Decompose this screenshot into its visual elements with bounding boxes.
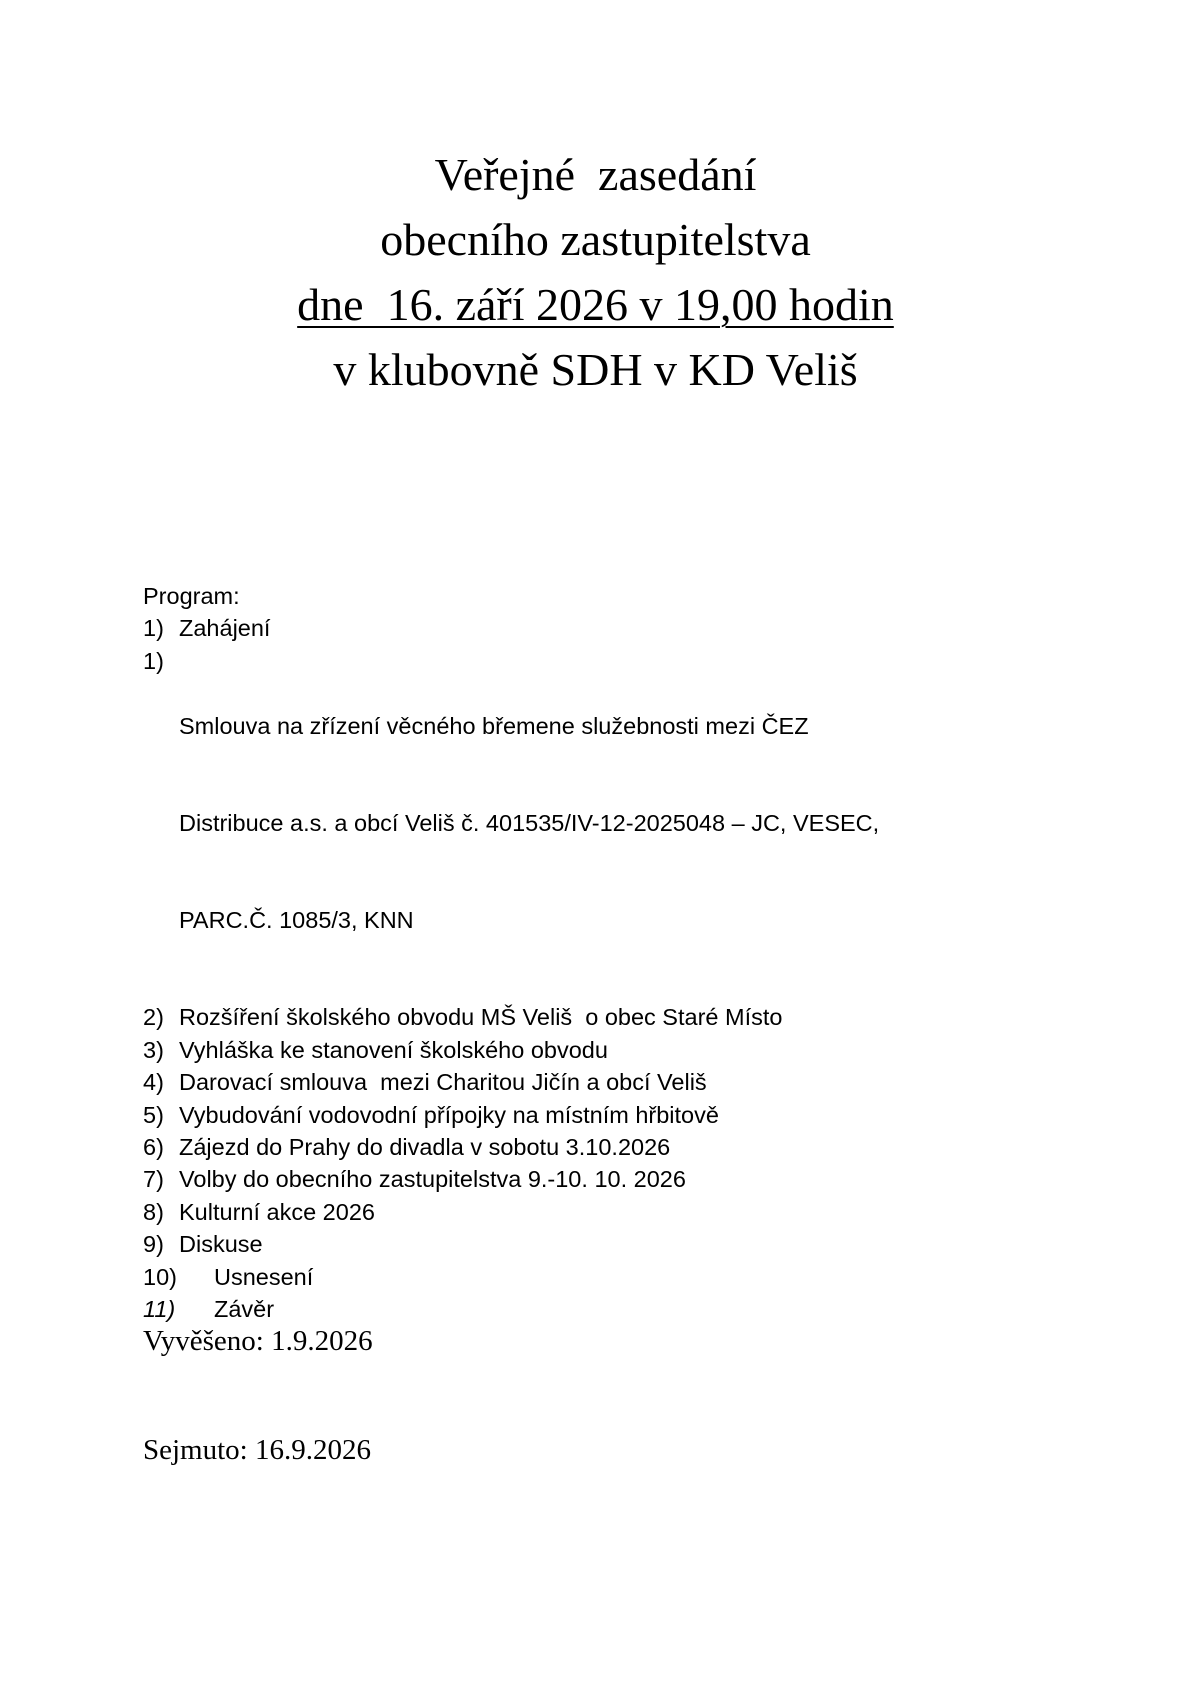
agenda-item — [143, 1261, 1063, 1293]
agenda-item-number: 11) — [143, 1295, 176, 1322]
title-line-date: dne 16. září 2026 v 19,00 hodin — [297, 279, 894, 330]
agenda-item-line: Distribuce a.s. a obcí Veliš č. 401535/IV-12-2025048 – JC, VESEC, — [179, 809, 880, 836]
program-heading: Program: — [143, 583, 240, 609]
agenda-item-number: 2) — [143, 1004, 164, 1031]
agenda-item-number: 6) — [143, 1133, 164, 1160]
agenda-item — [143, 645, 1063, 1001]
agenda-item-text: Usnesení — [214, 1263, 314, 1290]
agenda-item — [143, 1228, 1063, 1260]
agenda-item-text: Darovací smlouva mezi Charitou Jičín a obcí Veliš — [179, 1069, 707, 1096]
title-line-venue: v klubovně SDH v KD Veliš — [333, 344, 858, 395]
agenda-item — [143, 1293, 1063, 1325]
agenda-item-text: Závěr — [214, 1295, 275, 1322]
agenda-item-text: Volby do obecního zastupitelstva 9.-10. 10. 2026 — [179, 1166, 686, 1193]
agenda-item-number: 4) — [143, 1069, 164, 1096]
agenda-item — [143, 1034, 1063, 1066]
agenda-item-text — [179, 645, 1063, 1001]
agenda-item-text: Diskuse — [179, 1231, 263, 1258]
agenda-item — [143, 1131, 1063, 1163]
agenda-item-number: 1) — [143, 647, 164, 674]
agenda-item — [143, 1163, 1063, 1195]
agenda-item-text: Zahájení — [179, 615, 271, 642]
agenda-item-line: PARC.Č. 1085/3, KNN — [179, 907, 414, 934]
notice-title — [0, 142, 1191, 402]
agenda-item-text: Kulturní akce 2026 — [179, 1198, 375, 1225]
posted-date: Vyvěšeno: 1.9.2026 — [143, 1325, 373, 1357]
agenda-item — [143, 612, 1063, 644]
agenda-item-text: Rozšíření školského obvodu MŠ Veliš o obec Staré Místo — [179, 1004, 783, 1031]
agenda-item-line: Smlouva na zřízení věcného břemene služebnosti mezi ČEZ — [179, 712, 809, 739]
program-section — [143, 580, 1063, 1325]
removed-date: Sejmuto: 16.9.2026 — [143, 1434, 371, 1466]
agenda-item-text: Vyhláška ke stanovení školského obvodu — [179, 1036, 608, 1063]
agenda-item-number: 8) — [143, 1198, 164, 1225]
agenda-item — [143, 1066, 1063, 1098]
agenda-item-number: 10) — [143, 1263, 177, 1290]
agenda-item — [143, 1001, 1063, 1033]
agenda-item-number: 5) — [143, 1101, 164, 1128]
agenda-item — [143, 1099, 1063, 1131]
agenda-item-text: Vybudování vodovodní přípojky na místním hřbitově — [179, 1101, 719, 1128]
agenda-item-text: Zájezd do Prahy do divadla v sobotu 3.10.2026 — [179, 1133, 671, 1160]
agenda-item-number: 3) — [143, 1036, 164, 1063]
agenda-item-number: 1) — [143, 615, 164, 642]
title-line-1: Veřejné zasedání — [434, 149, 757, 200]
agenda-item-number: 7) — [143, 1166, 164, 1193]
agenda-item-number: 9) — [143, 1231, 164, 1258]
agenda-item — [143, 1196, 1063, 1228]
title-line-2: obecního zastupitelstva — [380, 214, 811, 265]
